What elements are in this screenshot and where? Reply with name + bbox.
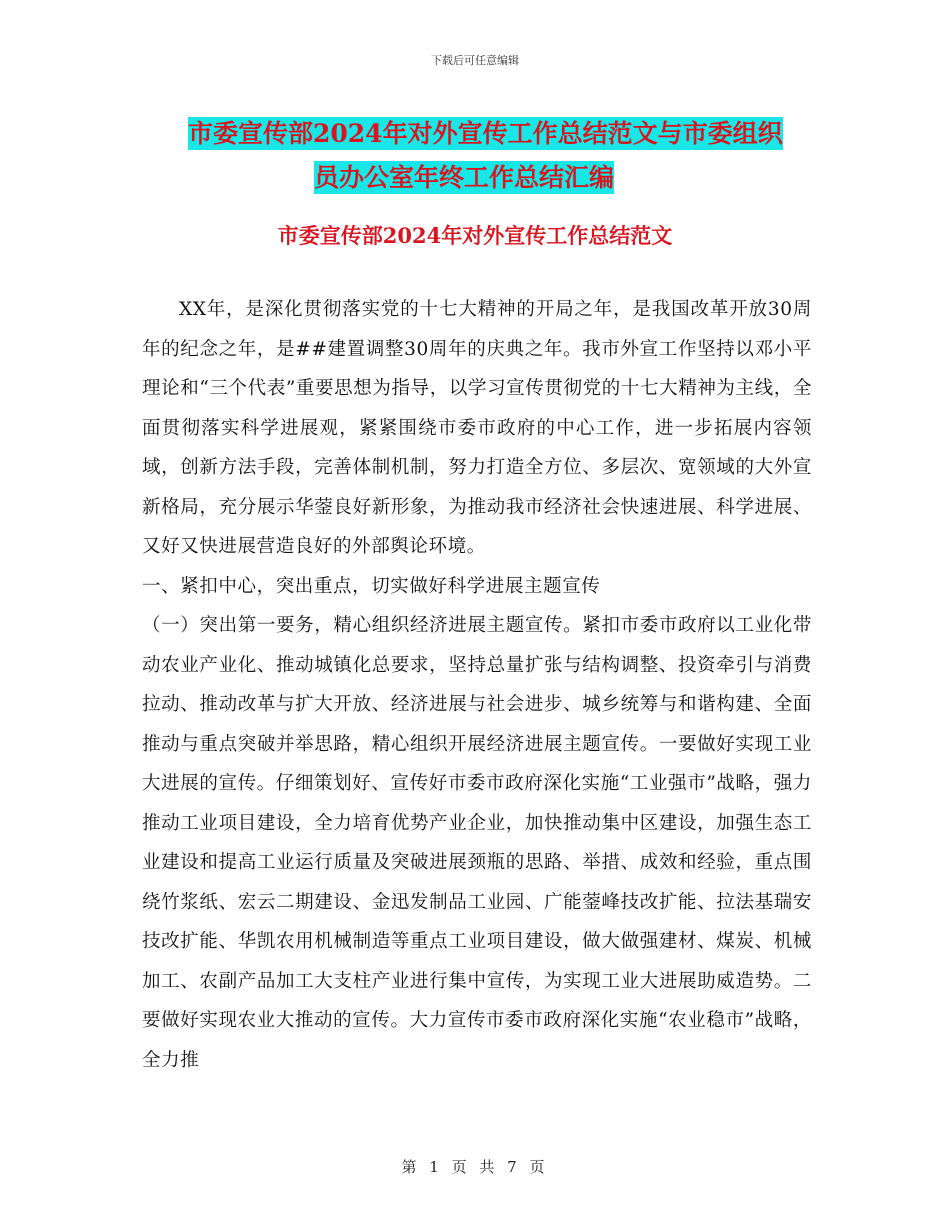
paragraph-heading-1: 一、紧扣中心，突出重点，切实做好科学进展主题宣传 (142, 575, 601, 597)
document-title-line2: 员办公室年终工作总结汇编 (314, 163, 615, 192)
document-body (142, 290, 812, 1080)
paragraph-subsection-1: （一）突出第一要务，精心组织经济进展主题宣传。紧扣市委市政府以工业化带动农业产业化、推动城镇化总要求，坚持总量扩张与结构调整、投资牵引与消费拉动、推动改革与扩大开放、经济进展与社会进步、城乡统筹与和谐构建、全面推动与重点突破并举思路，精心组织开展经济进展主题宣传。一要做好实现工业大进展的宣传。仔细策划好、宣传好市委市政府深化实施“工业强市”战略，强力推动工业项目建设，全力培育优势产业企业，加快推动集中区建设，加强生态工业建设和提高工业运行质量及突破进展颈瓶的思路、举措、成效和经验，重点围绕竹浆纸、宏云二期建设、金迅发制品工业园、广能蓥峰技改扩能、拉法基瑞安技改扩能、华凯农用机械制造等重点工业项目建设，做大做强建材、煤炭、机械加工、农副产品加工大支柱产业进行集中宣传，为实现工业大进展助威造势。二要做好实现农业大推动的宣传。大力宣传市委市政府深化实施“农业稳市”战略，全力推 (142, 615, 812, 1071)
header-note: 下载后可任意编辑 (431, 54, 519, 67)
document-title (188, 112, 828, 200)
document-title-line1: 市委宣传部2024年对外宣传工作总结范文与市委组织 (188, 119, 783, 148)
page-number: 第 1 页 共 7 页 (401, 1158, 549, 1176)
section-title: 市委宣传部2024年对外宣传工作总结范文 (277, 223, 673, 248)
paragraph-intro: XX年，是深化贯彻落实党的十七大精神的开局之年，是我国改革开放30周年的纪念之年，是##建置调整30周年的庆典之年。我市外宣工作坚持以邓小平理论和“三个代表”重要思想为指导，以学习宣传贯彻党的十七大精神为主线，全面贯彻落实科学进展观，紧紧围绕市委市政府的中心工作，进一步拓展内容领域，创新方法手段，完善体制机制，努力打造全方位、多层次、宽领域的大外宣新格局，充分展示华蓥良好新形象，为推动我市经济社会快速进展、科学进展、又好又快进展营造良好的外部舆论环境。 (142, 299, 812, 557)
